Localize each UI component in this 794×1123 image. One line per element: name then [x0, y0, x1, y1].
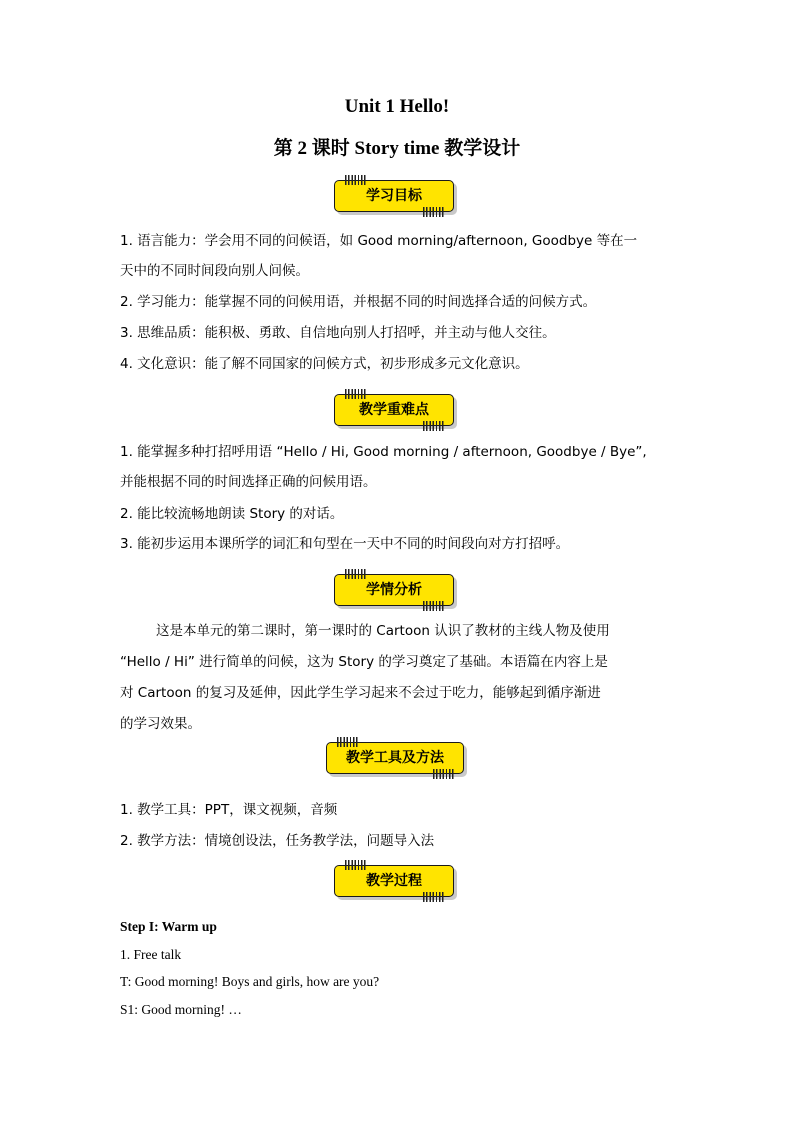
notebook-spiral-icon — [423, 207, 445, 217]
key-point-line: 3. 能初步运用本课所学的词汇和句型在一天中不同的时间段向对方打招呼。 — [120, 536, 570, 552]
notebook-spiral-icon — [423, 421, 445, 431]
tools-line: 1. 教学工具：PPT，课文视频，音频 — [120, 802, 338, 818]
badge-label: 教学重难点 — [359, 402, 429, 418]
notebook-spiral-icon — [337, 737, 359, 747]
badge-label: 学情分析 — [366, 582, 422, 598]
process-line: T: Good morning! Boys and girls, how are you? — [120, 974, 380, 989]
process-line: S1: Good morning! … — [120, 1002, 242, 1017]
tools-line: 2. 教学方法：情境创设法，任务教学法，问题导入法 — [120, 833, 435, 849]
lesson-title: 第 2 课时 Story time 教学设计 — [273, 138, 521, 159]
analysis-line: 的学习效果。 — [120, 716, 201, 732]
key-point-line: 1. 能掌握多种打招呼用语 “Hello / Hi, Good morning / afternoon, Goodbye / Bye”, — [120, 444, 647, 460]
key-point-line: 2. 能比较流畅地朗读 Story 的对话。 — [120, 506, 344, 522]
section-badge-process — [334, 865, 454, 897]
process-line: 1. Free talk — [120, 947, 182, 962]
badge-label: 教学过程 — [366, 873, 422, 889]
step-title: Step I: Warm up — [120, 919, 217, 934]
badge-label: 学习目标 — [366, 188, 422, 204]
section-badge-analysis — [334, 574, 454, 606]
objective-line: 4. 文化意识：能了解不同国家的问候方式，初步形成多元文化意识。 — [120, 356, 529, 372]
notebook-spiral-icon — [345, 175, 367, 185]
notebook-spiral-icon — [345, 569, 367, 579]
notebook-spiral-icon — [423, 601, 445, 611]
badge-label: 教学工具及方法 — [346, 750, 444, 766]
section-badge-objectives — [334, 180, 454, 212]
notebook-spiral-icon — [423, 892, 445, 902]
section-badge-tools — [326, 742, 464, 774]
notebook-spiral-icon — [345, 860, 367, 870]
key-point-line: 并能根据不同的时间选择正确的问候用语。 — [120, 474, 377, 490]
analysis-line: 对 Cartoon 的复习及延伸，因此学生学习起来不会过于吃力，能够起到循序渐进 — [120, 685, 601, 701]
unit-title: Unit 1 Hello! — [344, 96, 450, 117]
notebook-spiral-icon — [345, 389, 367, 399]
section-badge-key-points — [334, 394, 454, 426]
objective-line: 1. 语言能力：学会用不同的问候语，如 Good morning/afternoon, Goodbye 等在一 — [120, 233, 638, 249]
objective-line: 2. 学习能力：能掌握不同的问候用语，并根据不同的时间选择合适的问候方式。 — [120, 294, 597, 310]
objective-line: 天中的不同时间段向别人问候。 — [120, 263, 309, 279]
notebook-spiral-icon — [433, 769, 455, 779]
analysis-line: 这是本单元的第二课时，第一课时的 Cartoon 认识了教材的主线人物及使用 — [156, 623, 610, 639]
analysis-line: “Hello / Hi” 进行简单的问候，这为 Story 的学习奠定了基础。本语篇在内容上是 — [120, 654, 608, 670]
objective-line: 3. 思维品质：能积极、勇敢、自信地向别人打招呼，并主动与他人交往。 — [120, 325, 556, 341]
